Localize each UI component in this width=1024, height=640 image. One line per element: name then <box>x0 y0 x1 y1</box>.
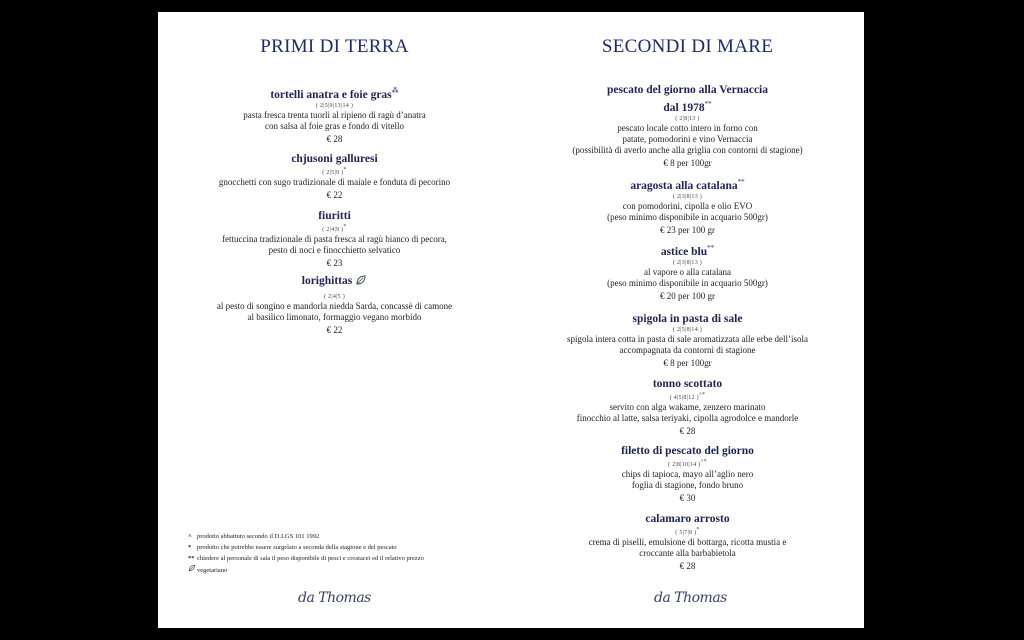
leaf-icon <box>355 274 367 290</box>
dish-description: gnocchetti con sugo tradizionale di maiale e fonduta di pecorino <box>218 177 451 187</box>
dish-tortelli <box>158 84 511 145</box>
dish-price: € 28 <box>326 133 343 144</box>
dish-name: astice blu** <box>660 244 715 258</box>
dish-price: € 28 <box>679 560 696 571</box>
dish-price: € 22 <box>326 190 343 200</box>
dish-calamaro <box>511 508 864 572</box>
legend-item: vegetariano <box>188 564 424 576</box>
dish-description: spigola intera cotta in pasta di sale aromatizzata alle erbe dell’isola accompagnata da contorni di stagione <box>567 333 808 355</box>
dish-price: € 22 <box>326 325 343 335</box>
dish-allergens: ( 2|8|10|14 )^* <box>668 458 707 468</box>
dish-price: € 23 <box>326 258 343 268</box>
dish-allergens: ( 2|4|9 )* <box>322 224 347 233</box>
dish-description: pescato locale cotto intero in forno con patate, pomodorini e vino Vernaccia (possibilità di averlo anche alla griglia con contorni di stagione) <box>572 122 803 155</box>
dish-price: € 20 per 100 gr <box>660 290 715 301</box>
dish-description: fettuccina tradizionale di pasta fresca al ragù bianco di pecora, pesto di noci e finocchietto selvatico <box>222 234 447 255</box>
dish-name: tortelli anatra e foie gras⁂ <box>270 87 399 101</box>
dish-astice-blu <box>511 241 864 302</box>
legend-item: ^ prodotto abbattuto secondo il D.LGS 101 1992 <box>188 533 320 540</box>
dish-filetto <box>511 440 864 504</box>
dish-aragosta <box>511 175 864 236</box>
dish-name: calamaro arrosto <box>645 512 730 525</box>
dish-allergens: ( 2|3|8|13 ) <box>672 259 703 266</box>
dish-allergens: ( 4|5|8|12 )^* <box>669 391 706 401</box>
dish-tonno <box>511 373 864 437</box>
legend <box>188 531 424 576</box>
dish-description: con pomodorini, cipolla e olio EVO (peso minimo disponibile in acquario 500gr) <box>607 200 768 222</box>
dish-name: pescato del giorno alla Vernaccia dal 1978** <box>607 84 768 114</box>
dish-spigola <box>511 308 864 369</box>
leaf-icon <box>188 564 197 576</box>
dish-fiuritti <box>158 209 511 269</box>
dish-price: € 23 per 100 gr <box>660 224 715 235</box>
dish-chjusoni <box>158 152 511 201</box>
signature-logo: da Thomas <box>654 590 727 606</box>
dish-pescato-vernaccia <box>511 83 864 169</box>
dish-description: al vapore o alla catalana (peso minimo disponibile in acquario 500gr) <box>607 266 768 288</box>
dish-description: pasta fresca trenta tuorli al ripieno di ragù d’anatra con salsa al foie gras e fondo di vitello <box>243 109 426 131</box>
dish-name: tonno scottato <box>652 377 723 390</box>
section-title-primi: PRIMI DI TERRA <box>260 36 409 57</box>
section-title-secondi: SECONDI DI MARE <box>601 36 774 57</box>
dish-name: aragosta alla catalana** <box>630 178 745 192</box>
dish-name: spigola in pasta di sale <box>632 312 743 325</box>
dish-allergens: ( 5|7|8 )* <box>675 526 700 536</box>
dish-allergens: ( 2|5|9 )* <box>322 167 347 176</box>
dish-allergens: ( 2|8|13 ) <box>675 115 700 122</box>
dish-name: chjusoni galluresi <box>291 153 378 165</box>
menu-page <box>158 12 864 628</box>
dish-name: filetto di pescato del giorno <box>621 444 754 457</box>
dish-lorighittas <box>158 274 511 336</box>
dish-price: € 30 <box>679 492 696 503</box>
dish-price: € 28 <box>679 425 696 436</box>
dish-allergens: ( 2|4|5 ) <box>323 294 346 300</box>
legend-item: * prodotto che potrebbe essere surgelato a seconda della stagione e del pescato <box>188 544 397 551</box>
dish-description: crema di piselli, emulsione di bottarga, ricotta mustia e croccante alla barbabietola <box>588 536 787 558</box>
dish-allergens: ( 2|3|8|13 ) <box>672 193 703 200</box>
dish-description: servito con alga wakame, zenzero marinato finocchio al latte, salsa teriyaki, cipolla agrodolce e mandorle <box>576 401 799 423</box>
signature-logo: da Thomas <box>298 590 371 606</box>
dish-description: chips di tapioca, mayo all’aglio nero foglia di stagione, fondo bruno <box>621 468 754 490</box>
dish-price: € 8 per 100gr <box>663 157 712 168</box>
dish-name: fiuritti <box>318 210 351 222</box>
dish-name: lorighittas <box>158 274 511 290</box>
dish-allergens: ( 2|5|9|13|14 ) <box>315 102 354 109</box>
dish-allergens: ( 2|5|8|14 ) <box>672 326 703 333</box>
dish-price: € 8 per 100gr <box>663 357 712 368</box>
legend-item: ** chiedere al personale di sala il peso disponibile di pesci e crostacei ed il relativo prezzo <box>188 555 424 562</box>
dish-description: al pesto di songino e mandorla niedda Sarda, concassè di camone al basilico limonato, formaggio vegano morbido <box>216 301 453 322</box>
